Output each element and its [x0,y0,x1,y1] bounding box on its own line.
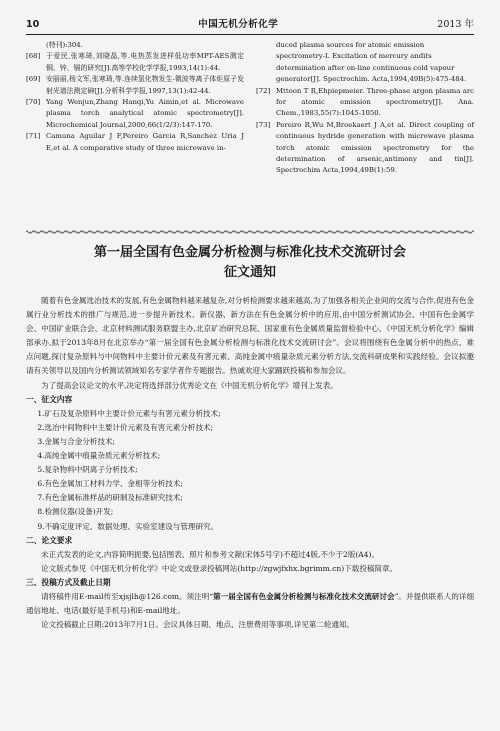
reference-item [26,51,244,74]
reference-number: [68] [26,52,41,61]
reference-text: 安丽丽,杨文军,张寒琦,等.连续氢化物发生-微波等离子体炬原子发射光谱法测定砷[J].分析科学学报,1997,13(1):42-44. [46,75,244,95]
notice-subtitle: 征文通知 [223,265,276,280]
reference-text: Mttoon T R,Ehpiepmeier. Three-phase argon plasma arc for atomic emission spectrometry[J]. Ana. Chem.,1983,55(7):1045-1050. [276,86,474,118]
reference-number: [73] [256,120,271,129]
topic-item: 5.复杂物料中阴离子分析技术; [37,465,138,475]
submission-text: 请将稿件用E-mail传至xjsjlh@126.com。须注明“ [41,591,214,601]
topic-item: 8.检测仪器(设备)开发; [37,507,114,517]
notice-body [26,294,474,632]
deadline-paragraph: 论文投稿截止日期:2013年7月1日。会议具体日期、地点、注册费用等事项,详见第二轮通知。 [41,620,355,630]
reference-text: Pereiro R,Wu M,Broekaert J A,et al. Direct coupling of continuous hydride generation with microwave plasma torch atomic emission spectrometry for the determination of arsenic,antimony and tin[J]. Spectrochim Acta,1994,49B(1):59. [276,120,474,175]
journal-title: 中国无机分析化学 [198,19,279,30]
topic-item: 7.有色金属标准样品的研制及标准研究技术; [37,493,183,503]
topic-item: 9.不确定度评定、数据处理、实验室建设与管理研究。 [37,521,219,531]
intro-paragraph: 为了提高会议论文的水平,决定将选择部分优秀论文在《中国无机分析化学》增刊上发表。 [41,380,338,390]
section-heading: 三、投稿方式及截止日期 [26,577,111,587]
page-number: 10 [26,19,40,30]
reference-list [26,40,474,224]
reference-text: Yang Wenjun,Zhang Hanqi,Yu Aimin,et al. Microwave plasma torch analytical atomic spectrometry[J]. Microchemical Journal,2000,66(1/2/3):147-170. [46,98,244,129]
requirement-paragraph: 论文版式参见《中国无机分析化学》中论文或登录投稿网站(http://zgwjfxhx.bgrimm.cn)下载投稿简章。 [41,563,398,573]
header-rule [26,34,474,35]
conference-name-emphasis: 第一届全国有色金属分析检测与标准化技术交流研讨会 [213,591,395,601]
requirement-paragraph: 未正式发表的论文,内容简明扼要,包括图表、照片和参考文献(宋体5号字)不超过4版,不少于2版(A4)。 [41,549,380,559]
topic-item: 6.有色金属加工材料力学、金相等分析技术; [37,479,183,489]
reference-continuation: duced plasma sources for atomic emission spectrometry-I. Excitation of mercury andits determination after on-line continuous cold vapour generator[J]. Spectrochim. Acta,1994,49B(5):475-484. [276,41,467,84]
intro-paragraph: 随着有色金属选冶技术的发展,有色金属物料越来越复杂,对分析检测要求越来越高,为了加强各相关企业间的交流与合作,促进有色金属行业分析技术的推广与规范,进一步提升新技术、新仪器、新方法在有色金属分析中的应用,由中国分析测试协会、中国有色金属学会、中国矿业联合会、北京材料测试服务联盟主办,北京矿冶研究总院、国家重有色金属质量监督检验中心、《中国无机分析化学》编辑部承办,拟于2013年8月在北京举办“第一届全国有色金属分析检测与标准化技术交流研讨会”。会议将围绕有色金属分析中的热点、难点问题,探讨复杂原料与中间物料中主要计价元素及有害元素、高纯金属中痕量杂质元素分析方法,交流科研成果和实践经验。会议拟邀请有关领导以及国内分析测试领域知名专家学者作专题报告。热诚欢迎大家踊跃投稿和参加会议。 [26,296,474,376]
reference-number: [72] [256,86,271,95]
page-header [26,14,474,30]
section-heading: 二、论文要求 [26,535,73,545]
reference-text: 于爱民,张寒琦,刘晓晶,等.电热蒸发进样低功率MPT-AES测定铜、锌、镉的研究[J].高等学校化学学报,1993,14(1):44. [46,52,244,72]
journal-year: 2013 年 [437,19,474,30]
reference-number: [71] [26,132,41,141]
reference-column-right [256,40,474,224]
reference-number: [70] [26,98,41,107]
topic-item: 3.金属与合金分析技术; [37,436,115,446]
reference-column-left [26,40,244,224]
reference-item [26,97,244,131]
submission-text: ”。并提供联系人的详细通信地址、电话(最好是手机号)和E-mail地址。 [26,591,474,616]
reference-item [256,120,474,177]
reference-text: Camuna Aguilar J F,Pereiro Garcia R,Sanchez Uria J E,et al. A comparative study of three microwave in- [46,132,244,152]
notice-title: 第一届全国有色金属分析检测与标准化技术交流研讨会 [93,245,406,260]
wavy-separator [26,229,474,235]
reference-continuation: (特刊):304. [46,41,83,49]
section-heading: 一、征文内容 [26,394,73,404]
topic-item: 1.矿石及复杂原料中主要计价元素与有害元素分析技术; [37,408,221,418]
reference-item [256,86,474,120]
reference-item [26,131,244,154]
topic-item: 4.高纯金属中痕量杂质元素分析技术; [37,451,161,461]
reference-number: [69] [26,75,41,84]
submission-paragraph [26,590,474,618]
topic-item: 2.选冶中间物料中主要计价元素及有害元素分析技术; [37,422,214,432]
topic-list [26,407,474,534]
reference-item [26,74,244,97]
